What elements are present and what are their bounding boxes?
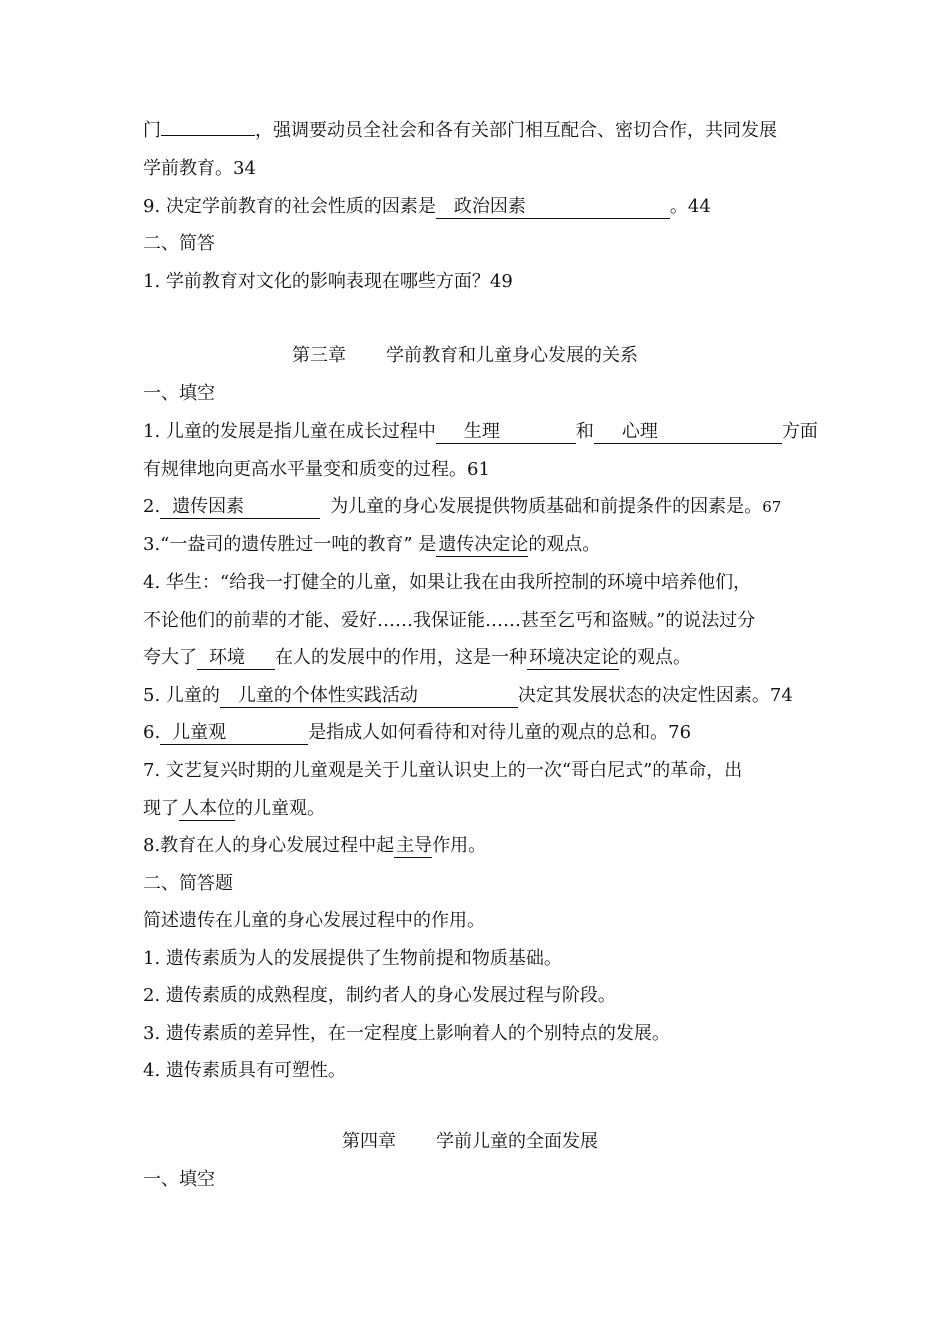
text: 的观点。 (619, 647, 691, 668)
answer-blank: 主导 (396, 835, 433, 856)
question-1 (143, 420, 818, 444)
answer-blank: 儿童的个体性实践活动 (220, 685, 518, 708)
page-ref: 。44 (669, 196, 711, 217)
section-heading: 一、填空 (143, 1169, 215, 1190)
question-number: 6. (143, 722, 161, 743)
chapter-number: 第三章 (292, 345, 346, 366)
question-text: 为儿童的身心发展提供物质基础和前提条件的因素是。 (330, 496, 763, 517)
chapter-heading (342, 1130, 598, 1154)
question-7: 7. 文艺复兴时期的儿童观是关于儿童认识史上的一次“哥白尼式”的革命，出 (143, 760, 743, 781)
section-heading: 二、简答 (143, 233, 215, 254)
text: 作用。 (432, 835, 487, 856)
question-number: 2. (143, 496, 161, 517)
answer-blank: 生理 (436, 421, 576, 444)
answer-blank: 政治因素 (436, 196, 670, 219)
answer-blank: 儿童观 (160, 722, 308, 745)
answer-item: 4. 遗传素质具有可塑性。 (143, 1060, 346, 1081)
chapter-title: 学前儿童的全面发展 (436, 1131, 598, 1152)
question-2 (143, 495, 781, 519)
answer-blank: 心理 (594, 421, 782, 444)
answer-blank: 环境决定论 (529, 647, 619, 668)
chapter-number: 第四章 (342, 1131, 396, 1152)
text: 的儿童观。 (235, 798, 325, 819)
question-text: 简述遗传在儿童的身心发展过程中的作用。 (143, 910, 485, 931)
answer-blank: 人本位 (181, 798, 235, 819)
answer-blank: 遗传因素 (160, 496, 320, 519)
question-text: 1. 儿童的发展是指儿童在成长过程中 (143, 421, 436, 442)
answer-item: 1. 遗传素质为人的发展提供了生物前提和物质基础。 (143, 948, 562, 969)
question-text: 1. 学前教育对文化的影响表现在哪些方面？49 (143, 271, 513, 292)
question-3 (143, 533, 600, 557)
page-ref: 67 (762, 498, 782, 516)
paragraph-line (143, 646, 691, 670)
section-heading: 一、填空 (143, 383, 215, 404)
question-8 (143, 834, 486, 858)
paragraph-line: 有规律地向更高水平量变和质变的过程。61 (143, 459, 490, 480)
chapter-heading (292, 344, 638, 368)
section-heading: 二、简答题 (143, 873, 233, 894)
question-9 (143, 195, 711, 219)
answer-item: 3. 遗传素质的差异性，在一定程度上影响着人的个别特点的发展。 (143, 1023, 670, 1044)
chapter-title: 学前教育和儿童身心发展的关系 (386, 345, 638, 366)
question-text: 9. 决定学前教育的社会性质的因素是 (143, 196, 436, 217)
question-text: 是指成人如何看待和对待儿童的观点的总和。76 (308, 722, 692, 743)
paragraph-line: 不论他们的前辈的才能、爱好……我保证能……甚至乞丐和盗贼。”的说法过分 (143, 610, 756, 631)
text: 决定其发展状态的决定性因素。74 (517, 685, 793, 706)
paragraph-line (143, 797, 325, 821)
text: 现了 (143, 798, 179, 819)
question-5 (143, 684, 793, 708)
text: 的观点。 (528, 534, 601, 555)
question-text: 5. 儿童的 (143, 685, 220, 706)
answer-blank: 遗传决定论 (438, 534, 529, 555)
paragraph-line (143, 119, 777, 143)
question-text: 3.“一盎司的遗传胜过一吨的教育” 是 (143, 534, 437, 555)
paragraph-line: 学前教育。34 (143, 158, 256, 179)
text: 夸大了 (143, 647, 197, 668)
text: 和 (575, 421, 594, 442)
text: 在人的发展中的作用，这是一种 (275, 647, 527, 668)
blank-underline (161, 135, 255, 136)
text: ，强调要动员全社会和各有关部门相互配合、密切合作，共同发展 (255, 120, 777, 141)
answer-item: 2. 遗传素质的成熟程度，制约者人的身心发展过程与阶段。 (143, 985, 616, 1006)
answer-blank: 环境 (197, 647, 275, 670)
question-text: 8.教育在人的身心发展过程中起 (143, 835, 395, 856)
text: 方面 (781, 421, 818, 442)
question-4: 4. 华生：“给我一打健全的儿童，如果让我在由我所控制的环境中培养他们， (143, 572, 752, 593)
question-6 (143, 721, 691, 745)
text: 门 (143, 120, 161, 141)
